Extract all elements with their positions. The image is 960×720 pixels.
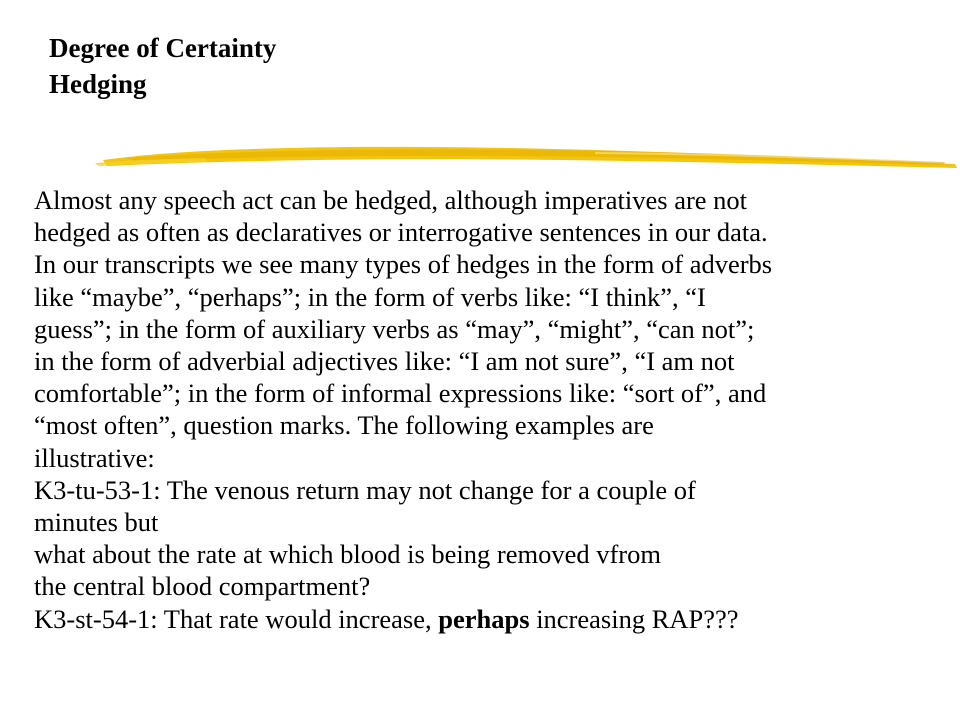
body-line: In our transcripts we see many types of hedges in the form of adverbs [34,249,773,280]
last-line-before: K3-st-54-1: That rate would increase, [34,603,439,634]
last-line-after: increasing RAP??? [529,603,739,634]
body-line: minutes but [34,507,159,538]
body-line: in the form of adverbial adjectives like: “I am not sure”, “I am not [34,346,735,377]
title-line-2: Hedging [49,69,147,99]
body-line: comfortable”; in the form of informal expressions like: “sort of”, and [34,378,767,409]
body-text [34,184,954,635]
divider-brush-stroke [95,138,960,178]
body-line: “most often”, question marks. The following examples are [34,410,654,441]
body-line: K3-tu-53-1: The venous return may not change for a couple of [34,474,696,505]
body-line: guess”; in the form of auxiliary verbs as “may”, “might”, “can not”; [34,313,755,344]
title-line-1: Degree of Certainty [49,33,277,63]
body-line-last [34,603,954,635]
slide-title [49,30,276,102]
body-line: like “maybe”, “perhaps”; in the form of verbs like: “I think”, “I [34,281,706,312]
body-line: the central blood compartment? [34,571,371,602]
body-line: what about the rate at which blood is being removed vfrom [34,539,661,570]
hedge-emphasis: perhaps [438,603,530,634]
body-line: illustrative: [34,442,155,473]
body-line: Almost any speech act can be hedged, although imperatives are not [34,185,748,215]
body-line: hedged as often as declaratives or interrogative sentences in our data. [34,217,768,248]
